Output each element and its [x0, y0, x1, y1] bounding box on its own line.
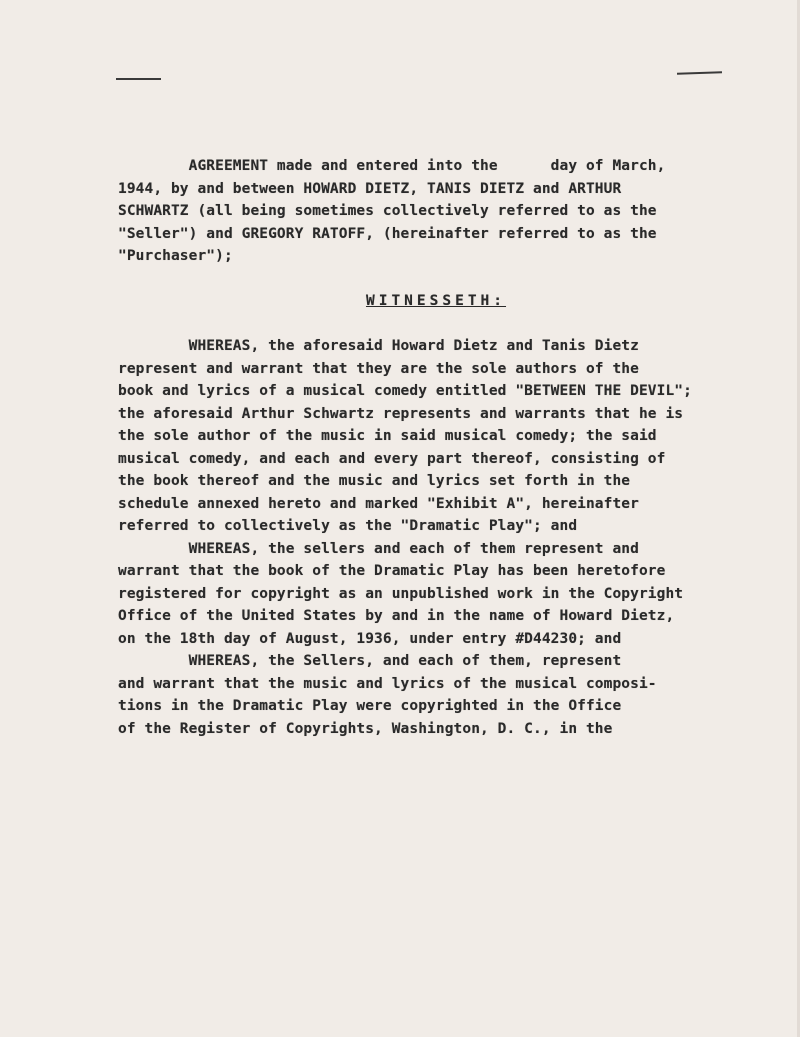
text-line: warrant that the book of the Dramatic Play has been heretofore	[118, 563, 666, 579]
text-line: of the Register of Copyrights, Washington, D. C., in the	[118, 720, 613, 737]
text-line: musical comedy, and each and every part thereof, consisting of	[118, 450, 666, 467]
text-line: the aforesaid Arthur Schwartz represents and warrants that he is	[118, 405, 684, 422]
text-line: 1944, by and between HOWARD DIETZ, TANIS DIETZ and ARTHUR	[118, 180, 622, 197]
text-line: WHEREAS, the sellers and each of them represent and	[118, 540, 639, 557]
paragraph-whereas-copyright-book	[118, 538, 730, 651]
witnesseth-heading: WITNESSETH:	[365, 293, 507, 309]
text-line: the sole author of the music in said musical comedy; the said	[118, 428, 657, 444]
text-line: WHEREAS, the aforesaid Howard Dietz and Tanis Dietz	[118, 338, 639, 354]
text-line: referred to collectively as the "Dramatic Play"; and	[118, 518, 578, 534]
text-line: Office of the United States by and in the name of Howard Dietz,	[118, 608, 675, 624]
text-line: tions in the Dramatic Play were copyrighted in the Office	[118, 698, 622, 714]
text-line: SCHWARTZ (all being sometimes collectively referred to as the	[118, 203, 657, 219]
text-line: the book thereof and the music and lyrics set forth in the	[118, 473, 631, 489]
text-line: "Purchaser");	[118, 248, 233, 264]
text-line: AGREEMENT made and entered into the day of March,	[118, 158, 666, 174]
text-line: and warrant that the music and lyrics of the musical composi-	[118, 675, 657, 692]
right-punch-mark	[677, 71, 722, 75]
paragraph-agreement	[118, 155, 730, 268]
document-body	[118, 155, 730, 740]
text-line: registered for copyright as an unpublished work in the Copyright	[118, 585, 684, 602]
text-line: represent and warrant that they are the sole authors of the	[118, 360, 639, 377]
paragraph-whereas-authors	[118, 335, 730, 538]
text-line: WHEREAS, the Sellers, and each of them, represent	[118, 653, 622, 669]
text-line: book and lyrics of a musical comedy entitled "BETWEEN THE DEVIL";	[118, 383, 692, 399]
left-punch-mark	[116, 78, 161, 80]
text-line: schedule annexed hereto and marked "Exhibit A", hereinafter	[118, 495, 639, 512]
paragraph-whereas-music	[118, 650, 730, 740]
text-line: "Seller") and GREGORY RATOFF, (hereinafter referred to as the	[118, 225, 657, 242]
text-line: on the 18th day of August, 1936, under entry #D44230; and	[118, 630, 622, 647]
